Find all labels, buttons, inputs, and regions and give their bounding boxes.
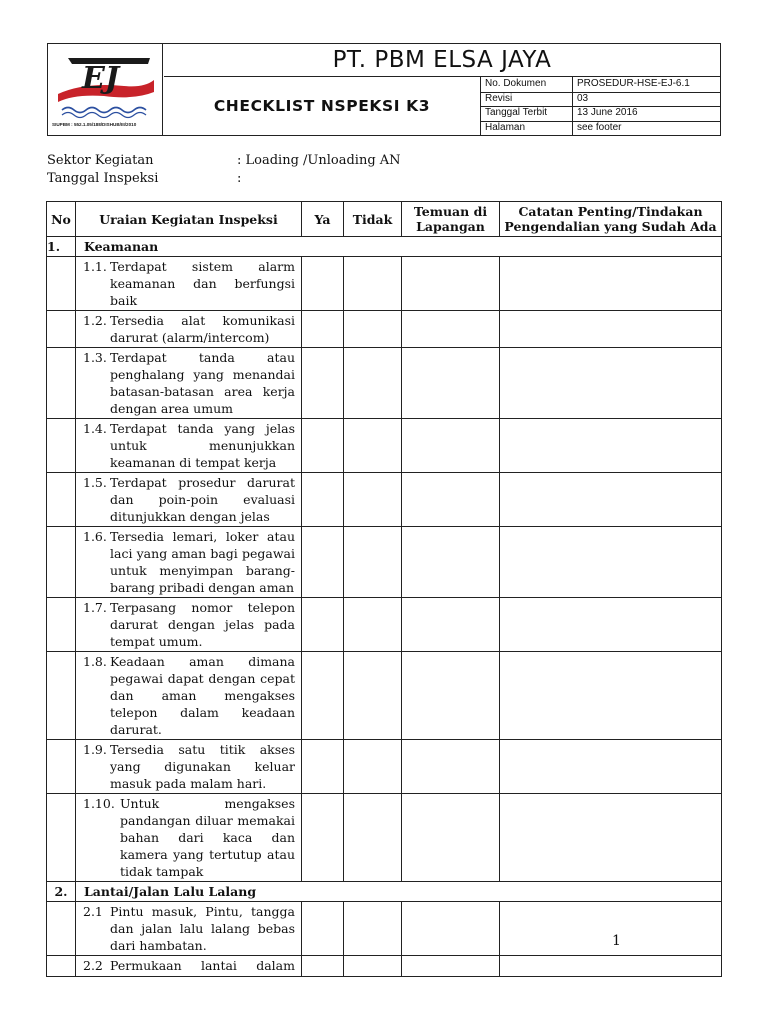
temuan-cell[interactable]: [402, 956, 500, 977]
tanggal-label: Tanggal Inspeksi: [47, 171, 159, 186]
catatan-cell[interactable]: [500, 348, 722, 419]
item-text: Tersedia satu titik akses yang digunakan keluar masuk pada malam hari.: [110, 742, 295, 791]
item-text: Terdapat sistem alarm keamanan dan berfungsi baik: [110, 259, 295, 308]
temuan-cell[interactable]: [402, 257, 500, 311]
check-tidak[interactable]: [344, 956, 402, 977]
catatan-cell[interactable]: [500, 257, 722, 311]
catatan-cell[interactable]: [500, 652, 722, 740]
check-tidak[interactable]: [344, 311, 402, 348]
temuan-cell[interactable]: [402, 348, 500, 419]
document-title: CHECKLIST NSPEKSI K3: [213, 97, 431, 115]
page-number: 1: [612, 933, 621, 949]
table-row: 1.10. Untuk mengakses pandangan diluar memakai bahan dari kaca dan kamera yang tertutup atau tidak tampak: [47, 794, 722, 882]
check-tidak[interactable]: [344, 348, 402, 419]
temuan-cell[interactable]: [402, 311, 500, 348]
check-tidak[interactable]: [344, 257, 402, 311]
check-tidak[interactable]: [344, 652, 402, 740]
temuan-cell[interactable]: [402, 902, 500, 956]
item-text: Terdapat prosedur darurat dan poin-poin evaluasi ditunjukkan dengan jelas: [110, 475, 295, 524]
section-title: Keamanan: [76, 237, 722, 257]
check-ya[interactable]: [302, 311, 344, 348]
check-ya[interactable]: [302, 473, 344, 527]
meta-row-halaman: Halaman see footer: [485, 121, 622, 133]
meta-row-revisi: Revisi 03: [485, 92, 589, 104]
check-tidak[interactable]: [344, 598, 402, 652]
temuan-cell[interactable]: [402, 473, 500, 527]
catatan-cell[interactable]: [500, 473, 722, 527]
check-tidak[interactable]: [344, 473, 402, 527]
check-ya[interactable]: [302, 956, 344, 977]
svg-text:EJ: EJ: [82, 61, 120, 96]
table-row: 1.7. Terpasang nomor telepon darurat dengan jelas pada tempat umum.: [47, 598, 722, 652]
document-meta-table: [480, 77, 720, 135]
table-row: 1.5. Terdapat prosedur darurat dan poin-poin evaluasi ditunjukkan dengan jelas: [47, 473, 722, 527]
check-tidak[interactable]: [344, 794, 402, 882]
item-text: Terpasang nomor telepon darurat dengan jelas pada tempat umum.: [110, 600, 295, 649]
table-row: 2.1 Pintu masuk, Pintu, tangga dan jalan lalu lalang bebas dari hambatan.: [47, 902, 722, 956]
company-name: PT. PBM ELSA JAYA: [164, 44, 720, 77]
temuan-cell[interactable]: [402, 419, 500, 473]
catatan-cell[interactable]: [500, 598, 722, 652]
section-row-keamanan: [47, 237, 722, 257]
meta-row-tanggal-terbit: Tanggal Terbit 13 June 2016: [485, 107, 638, 118]
temuan-cell[interactable]: [402, 598, 500, 652]
table-row: 1.6. Tersedia lemari, loker atau laci yang aman bagi pegawai untuk menyimpan barang-barang pribadi dengan aman: [47, 527, 722, 598]
item-text: Tersedia lemari, loker atau laci yang aman bagi pegawai untuk menyimpan barang-barang pribadi dengan aman: [110, 529, 295, 595]
sektor-label: Sektor Kegiatan: [47, 153, 154, 168]
ej-logo-icon: [54, 52, 158, 122]
col-header-ya: Ya: [302, 202, 344, 237]
document-header: [47, 43, 721, 136]
temuan-cell[interactable]: [402, 652, 500, 740]
check-ya[interactable]: [302, 794, 344, 882]
check-ya[interactable]: [302, 740, 344, 794]
catatan-cell[interactable]: [500, 311, 722, 348]
col-header-temuan: Temuan di Lapangan: [402, 202, 500, 237]
catatan-cell[interactable]: [500, 527, 722, 598]
check-ya[interactable]: [302, 348, 344, 419]
catatan-cell[interactable]: [500, 740, 722, 794]
catatan-cell[interactable]: [500, 794, 722, 882]
catatan-cell[interactable]: [500, 419, 722, 473]
table-row: 2.2 Permukaan lantai dalam: [47, 956, 722, 977]
temuan-cell[interactable]: [402, 527, 500, 598]
item-text: Terdapat tanda atau penghalang yang menandai batasan-batasan area kerja dengan area umum: [110, 350, 295, 416]
table-row: 1.3. Terdapat tanda atau penghalang yang menandai batasan-batasan area kerja dengan area umum: [47, 348, 722, 419]
table-row: 1.1. Terdapat sistem alarm keamanan dan berfungsi baik: [47, 257, 722, 311]
item-text: Pintu masuk, Pintu, tangga dan jalan lalu lalang bebas dari hambatan.: [110, 904, 295, 953]
section-title: Lantai/Jalan Lalu Lalang: [76, 882, 722, 902]
item-text: Tersedia alat komunikasi darurat (alarm/intercom): [110, 313, 295, 345]
section-number: 1.: [47, 237, 76, 257]
meta-row-dokumen: No. Dokumen PROSEDUR-HSE-EJ-6.1: [485, 78, 690, 89]
section-row-lantai: [47, 882, 722, 902]
table-row: 1.2. Tersedia alat komunikasi darurat (alarm/intercom): [47, 311, 722, 348]
inspection-checklist-table: [46, 201, 722, 977]
catatan-cell[interactable]: [500, 902, 722, 956]
check-tidak[interactable]: [344, 902, 402, 956]
check-ya[interactable]: [302, 527, 344, 598]
check-tidak[interactable]: [344, 527, 402, 598]
section-number: 2.: [47, 882, 76, 902]
check-ya[interactable]: [302, 257, 344, 311]
check-tidak[interactable]: [344, 419, 402, 473]
col-header-catatan: Catatan Penting/Tindakan Pengendalian yang Sudah Ada: [500, 202, 722, 237]
check-tidak[interactable]: [344, 740, 402, 794]
table-row: 1.4. Terdapat tanda yang jelas untuk menunjukkan keamanan di tempat kerja: [47, 419, 722, 473]
temuan-cell[interactable]: [402, 794, 500, 882]
tanggal-value: :: [237, 171, 242, 186]
col-header-no: No: [47, 202, 76, 237]
check-ya[interactable]: [302, 419, 344, 473]
company-logo: [48, 44, 163, 135]
item-text: Permukaan lantai dalam: [110, 958, 295, 973]
table-header-row: [47, 202, 722, 237]
table-row: 1.9. Tersedia satu titik akses yang digunakan keluar masuk pada malam hari.: [47, 740, 722, 794]
temuan-cell[interactable]: [402, 740, 500, 794]
col-header-tidak: Tidak: [344, 202, 402, 237]
item-text: Untuk mengakses pandangan diluar memakai bahan dari kaca dan kamera yang tertutup atau tidak tampak: [120, 796, 295, 879]
check-ya[interactable]: [302, 902, 344, 956]
logo-caption: SIUPBM : 552.1.05/188/DISHUB/III/2010: [52, 122, 137, 127]
sektor-value: : Loading /Unloading AN: [237, 153, 401, 168]
col-header-uraian: Uraian Kegiatan Inspeksi: [76, 202, 302, 237]
table-row: 1.8. Keadaan aman dimana pegawai dapat dengan cepat dan aman mengakses telepon dalam keadaan darurat.: [47, 652, 722, 740]
check-ya[interactable]: [302, 652, 344, 740]
item-text: Terdapat tanda yang jelas untuk menunjukkan keamanan di tempat kerja: [110, 421, 295, 470]
check-ya[interactable]: [302, 598, 344, 652]
catatan-cell[interactable]: [500, 956, 722, 977]
item-text: Keadaan aman dimana pegawai dapat dengan cepat dan aman mengakses telepon dalam keadaan darurat.: [110, 654, 295, 737]
